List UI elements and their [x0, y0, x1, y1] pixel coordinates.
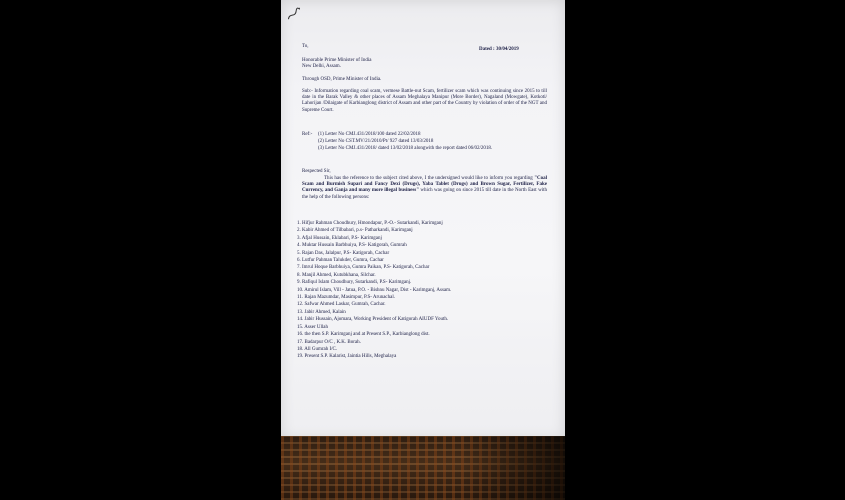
letter-date: Dated : 30/04/2019	[479, 47, 519, 52]
body-rest: which was going on since 2015 till date in the North East with the help of the following persons:	[302, 188, 547, 200]
through-line: Through OSD, Prime Minister of India.	[302, 77, 382, 82]
list-item: 13. Jabir Ahmed, Kalain	[297, 309, 346, 315]
list-item: 7. Imrul Hoque Barbhuiya, Gumra Paikan, P.S- Katigorah, Cachar	[297, 265, 430, 271]
list-item: 10. Amirul Islam, Vill - Jatua, P.O. - Bishnu Nagar, Dist - Karimganj, Assam.	[297, 287, 452, 293]
list-item: 5. Rajan Das, Jalalpur, P.S- Katigorah, Cachar	[297, 250, 390, 256]
list-item: 2. Kabir Ahmed of Tilbabari, p.s- Patharkandi, Karimganj	[297, 228, 413, 234]
list-item: 19. Present S.P. Kalarist, Jaintia Hills, Meghalaya	[297, 354, 397, 360]
list-item: 4. Muktar Hussain Barbhuiya, P.S- Katigorah, Gumrah	[297, 243, 407, 249]
list-item: 6. Lutfur Pahman Talukder, Gumra, Cachar	[297, 258, 384, 264]
body-paragraph	[302, 176, 547, 201]
ref-item-1: (1) Letter No CMJ.431/2018/100 dated 22/02/2018	[318, 132, 421, 137]
salutation: Respected Sir,	[302, 169, 331, 174]
letter-page	[281, 0, 565, 440]
list-item: 14. Jabir Hussain, Ajomara, Working President of Katigorah AIUDF Youth.	[297, 317, 449, 323]
list-item: 17. Badarpur O/C , K.K. Borah.	[297, 339, 361, 345]
ref-item-3: (3) Letter No CMJ.431/2018/ dated 13/02/2018 alongwith the report dated 06/02/2018.	[318, 146, 493, 151]
recipient-to: To,	[302, 44, 309, 49]
persons-list	[297, 220, 557, 361]
fabric-shadow	[460, 436, 565, 500]
list-item: 11. Rajan Mazumdar, Masimpur, P.S- Arunachal.	[297, 295, 396, 301]
subject-paragraph: Sub:- Information regarding coal scam, vermese Battle-nut Scam, fertilizer scam which was continuing since 2015 to till date in the Barak Valley & other places of Assam Meghalaya Manipur (More Border), Nagaland (Mowgate), Kotkoti/ Lahorijan /Dilaigate of Karbianglong district of Assam and other part of the Country by violation of order of the NGT and Supreme Court.	[302, 89, 547, 113]
body-intro: This has the reference to the subject cited above, I the undersigned would like to inform you regarding	[324, 176, 535, 181]
list-item: 15. Asser Ullah	[297, 324, 328, 330]
ref-label: Ref:-	[302, 132, 313, 137]
list-item: 1. Hifjur Rahman Choudhury, Hmondapur, P.-O.- Sutarkandi, Karimganj	[297, 221, 443, 226]
list-item: 9. Rafiqul Islam Choudhury, Sutarkandi, P.S- Karimganj.	[297, 280, 412, 286]
list-item: 18. All Gumrah I/C.	[297, 346, 338, 352]
body-bold-list: "Coal Scam and Burmish Supari and Fancy Dexi (Drugs), Yaba Tablet (Drugs) and Brown Sugar, Fertilizer, Fake Currency, and Ganja and many more illegal business"	[302, 176, 547, 194]
list-item: 3. Afjal Hussain, Eklabari, P.S- Karimganj	[297, 235, 382, 241]
address-line-1: Honorable Prime Minister of India	[302, 58, 372, 63]
ink-scribble-icon	[284, 6, 303, 23]
ref-item-2: (2) Letter No CST.MV/21/2010/Pt/ 927 dated 13/03/2018	[318, 139, 434, 144]
list-item: 12. Safwar Ahmed Laskar, Gumrah, Cachar.	[297, 302, 386, 308]
list-item: 16. the then S.P. Karimganj and at Present S.P., Karbianglong dist.	[297, 332, 430, 338]
address-line-2: New Delhi, Assam.	[302, 64, 341, 69]
list-item: 8. Manjil Ahmed, Kutubkhana, Silchar.	[297, 272, 376, 278]
